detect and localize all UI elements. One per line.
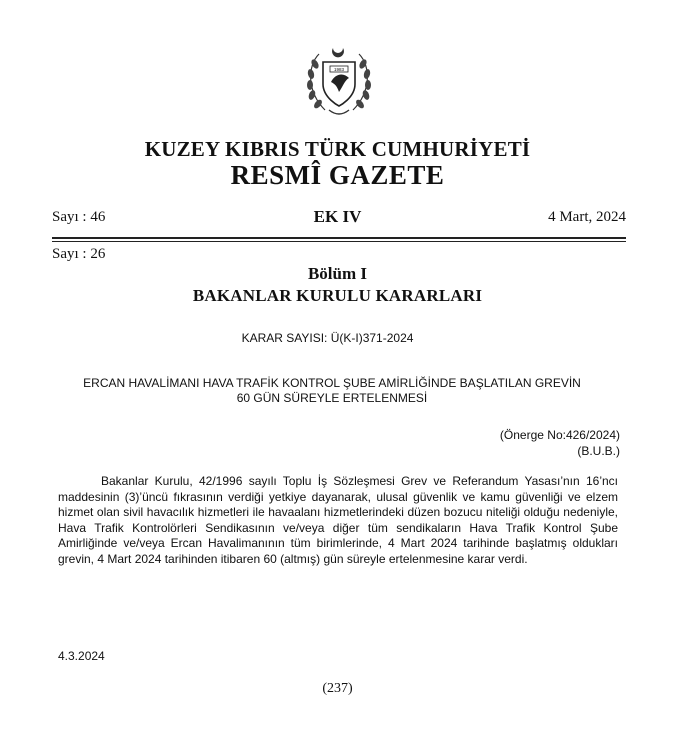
subject-line-2: 60 GÜN SÜREYLE ERTELENMESİ	[236, 391, 428, 405]
decision-subject	[52, 376, 612, 406]
annex-label: EK IV	[313, 207, 362, 226]
issue-date: 4 Mart, 2024	[548, 209, 626, 225]
republic-name: KUZEY KIBRIS TÜRK CUMHURİYETİ	[144, 137, 531, 161]
header-divider-thin	[52, 241, 626, 242]
gazette-title: RESMÎ GAZETE	[230, 160, 445, 190]
issue-number: Sayı : 46	[52, 209, 106, 225]
proposal-number: (Önerge No:426/2024)	[499, 428, 620, 442]
emblem-icon	[303, 44, 375, 122]
decision-number: KARAR SAYISI: Ü(K-I)371-2024	[241, 331, 414, 345]
header-divider	[52, 237, 626, 239]
section-issue-number: Sayı : 26	[52, 246, 106, 262]
proposal-reference	[500, 427, 620, 459]
decision-body: Bakanlar Kurulu, 42/1996 sayılı Toplu İş Sözleşmesi Grev ve Referandum Yasası’nın 16’ncı maddesinin (3)’üncü fıkrasının verdiği yetkiye dayanarak, ulusal güvenlik ve kamu güvenliği ve elzem hizmet olan sivil havacılık hizmetleri ile havaalanı hizmetlerindeki düzen bozucu niteliği olduğu nedeniyle, Hava Trafik Kontrolörleri Sendikasının ve/veya diğer tüm sendikaların Hava Trafik Kontrol Şube Amirliğinde ve/veya Ercan Havalimanının tüm birimlerinde, 4 Mart 2024 tarihinde başlatmış oldukları grevin, 4 Mart 2024 tarihinden itibaren 60 (altmış) gün süreyle ertelenmesine karar verdi.	[58, 474, 618, 566]
subject-line-1: ERCAN HAVALİMANI HAVA TRAFİK KONTROL ŞUBE AMİRLİĞİNDE BAŞLATILAN GREVİN	[83, 376, 581, 390]
ministry-code: (B.U.B.)	[577, 444, 620, 458]
signed-date: 4.3.2024	[58, 649, 105, 663]
emblem-year: 1983	[333, 67, 345, 72]
part-heading: Bölüm I	[307, 264, 368, 283]
state-emblem	[303, 44, 375, 122]
section-title: BAKANLAR KURULU KARARLARI	[192, 286, 483, 305]
page-number: (237)	[322, 681, 353, 696]
